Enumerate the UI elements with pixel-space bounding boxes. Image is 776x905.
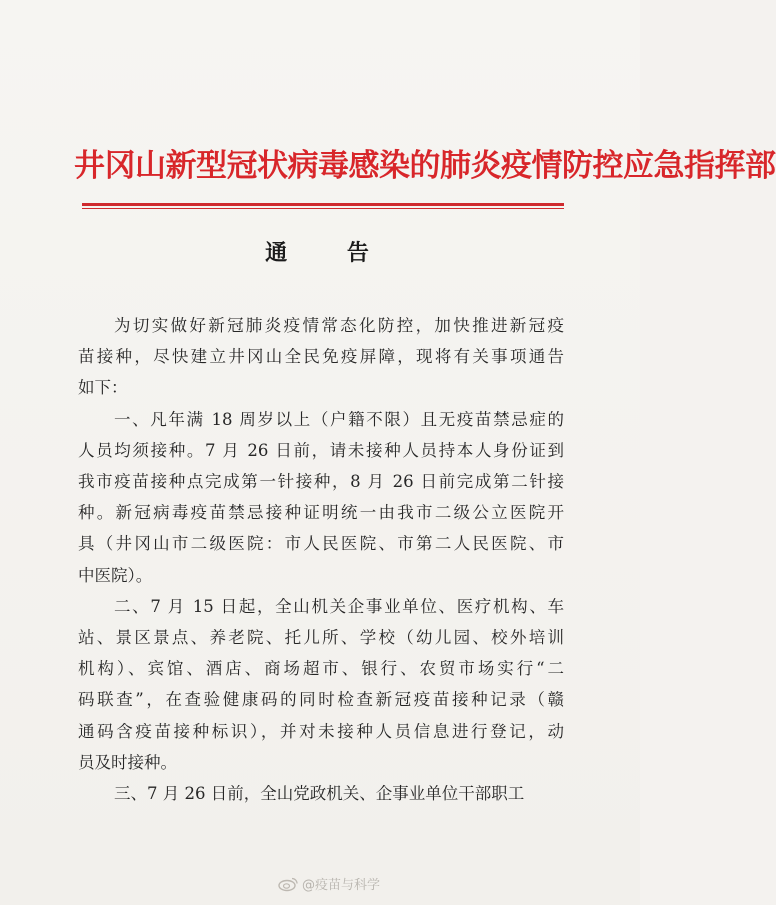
text-line: 苗接种，尽快建立井冈山全民免疫屏障，现将有关事项通告	[78, 347, 564, 367]
text-line: 我市疫苗接种点完成第一针接种，8 月 26 日前完成第二针接	[78, 472, 564, 492]
text-line: 一、凡年满 18 周岁以上（户籍不限）且无疫苗禁忌症的	[114, 409, 564, 429]
notice-title: 通 告	[265, 240, 395, 266]
paragraph-item-3	[78, 778, 564, 809]
source-watermark	[278, 874, 380, 893]
weibo-icon	[278, 877, 298, 891]
text-line: 具（井冈山市二级医院：市人民医院、市第二人民医院、市	[78, 534, 564, 554]
header-red-rule	[82, 203, 564, 206]
notice-body	[78, 310, 564, 809]
text-line: 为切实做好新冠肺炎疫情常态化防控，加快推进新冠疫	[114, 316, 564, 335]
text-line: 通码含疫苗接种标识），并对未接种人员信息进行登记，动	[78, 721, 564, 741]
text-line: 站、景区景点、养老院、托儿所、学校（幼儿园、校外培训	[78, 628, 564, 648]
text-line: 员及时接种。	[78, 752, 177, 772]
text-line: 如下：	[78, 378, 128, 398]
paragraph-item-2	[78, 591, 564, 778]
text-line: 种。新冠病毒疫苗禁忌接种证明统一由我市二级公立医院开	[78, 503, 564, 523]
watermark-text: @疫苗与科学	[302, 878, 381, 893]
text-line: 中医院）。	[78, 565, 153, 585]
paragraph-intro	[78, 310, 564, 404]
document-header-title: 井冈山新型冠状病毒感染的肺炎疫情防控应急指挥部	[74, 148, 776, 184]
text-line: 码联查”，在查验健康码的同时检查新冠疫苗接种记录（赣	[78, 690, 564, 710]
paragraph-item-1	[78, 404, 564, 591]
header-red-rule-thin	[82, 208, 564, 209]
text-line: 二、7 月 15 日起，全山机关企事业单位、医疗机构、车	[114, 596, 564, 616]
text-line: 人员均须接种。7 月 26 日前，请未接种人员持本人身份证到	[78, 440, 564, 460]
text-line: 机构）、宾馆、酒店、商场超市、银行、农贸市场实行“二	[78, 659, 564, 679]
text-line: 三、7 月 26 日前，全山党政机关、企事业单位干部职工	[114, 784, 525, 804]
